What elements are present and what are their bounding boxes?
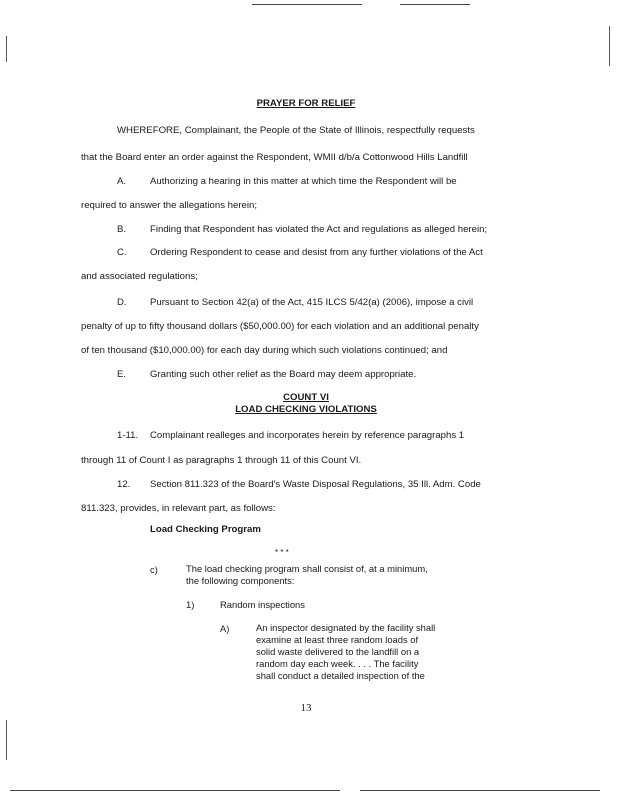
quote-item-a-text: random day each week. . . . The facility (256, 658, 419, 669)
quote-item-1-text: Random inspections (220, 599, 305, 610)
quote-item-a-text: shall conduct a detailed inspection of the (256, 670, 425, 681)
left-edge-mark-lower (6, 720, 7, 760)
paragraph-text: through 11 of Count I as paragraphs 1 through 11 of this Count VI. (81, 455, 362, 466)
relief-text: and associated regulations; (81, 271, 198, 282)
relief-letter: A. (117, 176, 127, 187)
paragraph-text: 811.323, provides, in relevant part, as follows: (81, 503, 276, 514)
relief-letter: B. (117, 224, 127, 235)
count-subtitle: LOAD CHECKING VIOLATIONS (235, 404, 377, 415)
page-number: 13 (300, 702, 312, 714)
paragraph-text: Complainant realleges and incorporates herein by reference paragraphs 1 (150, 430, 465, 441)
relief-letter: D. (117, 297, 127, 308)
left-edge-mark (6, 36, 7, 62)
paragraph-number: 1-11. (117, 430, 139, 441)
relief-text: Authorizing a hearing in this matter at which time the Respondent will be (150, 176, 457, 187)
relief-text: Finding that Respondent has violated the Act and regulations as alleged herein; (150, 224, 488, 235)
wherefore-line-2: that the Board enter an order against the Respondent, WMII d/b/a Cottonwood Hills Landfill (81, 152, 468, 163)
relief-text: Granting such other relief as the Board may deem appropriate. (150, 369, 417, 380)
quote-item-a-label: A) (220, 623, 230, 634)
count-title: COUNT VI (283, 392, 329, 403)
relief-text: of ten thousand ($10,000.00) for each day during which such violations continued; and (81, 345, 448, 356)
wherefore-line-1: WHEREFORE, Complainant, the People of the State of Illinois, respectfully requests (117, 125, 475, 136)
quote-c-label: c) (150, 564, 158, 575)
bottom-edge-rule (10, 790, 340, 791)
relief-text: Pursuant to Section 42(a) of the Act, 415 ILCS 5/42(a) (2006), impose a civil (150, 297, 474, 308)
bottom-edge-rule-right (360, 790, 600, 791)
quote-item-a-text: examine at least three random loads of (256, 634, 419, 645)
top-edge-rule-right (400, 4, 470, 5)
relief-text: penalty of up to fifty thousand dollars ($50,000.00) for each violation and an additional penalty (81, 321, 479, 332)
quote-item-1-label: 1) (186, 599, 195, 610)
relief-text: required to answer the allegations herein; (81, 200, 257, 211)
prayer-heading: PRAYER FOR RELIEF (256, 98, 356, 109)
paragraph-text: Section 811.323 of the Board's Waste Disposal Regulations, 35 Ill. Adm. Code (150, 479, 481, 490)
quote-heading: Load Checking Program (150, 524, 261, 535)
quote-item-a-text: An inspector designated by the facility shall (256, 622, 436, 633)
right-edge-mark (609, 26, 610, 66)
paragraph-number: 12. (117, 479, 131, 490)
relief-text: Ordering Respondent to cease and desist from any further violations of the Act (150, 247, 483, 258)
relief-letter: E. (117, 369, 127, 380)
quote-ellipsis: * * * (275, 548, 289, 557)
quote-c-text: the following components: (186, 575, 295, 586)
quote-item-a-text: solid waste delivered to the landfill on a (256, 646, 420, 657)
quote-c-text: The load checking program shall consist of, at a minimum, (186, 563, 428, 574)
relief-letter: C. (117, 247, 127, 258)
top-edge-rule (252, 4, 362, 5)
